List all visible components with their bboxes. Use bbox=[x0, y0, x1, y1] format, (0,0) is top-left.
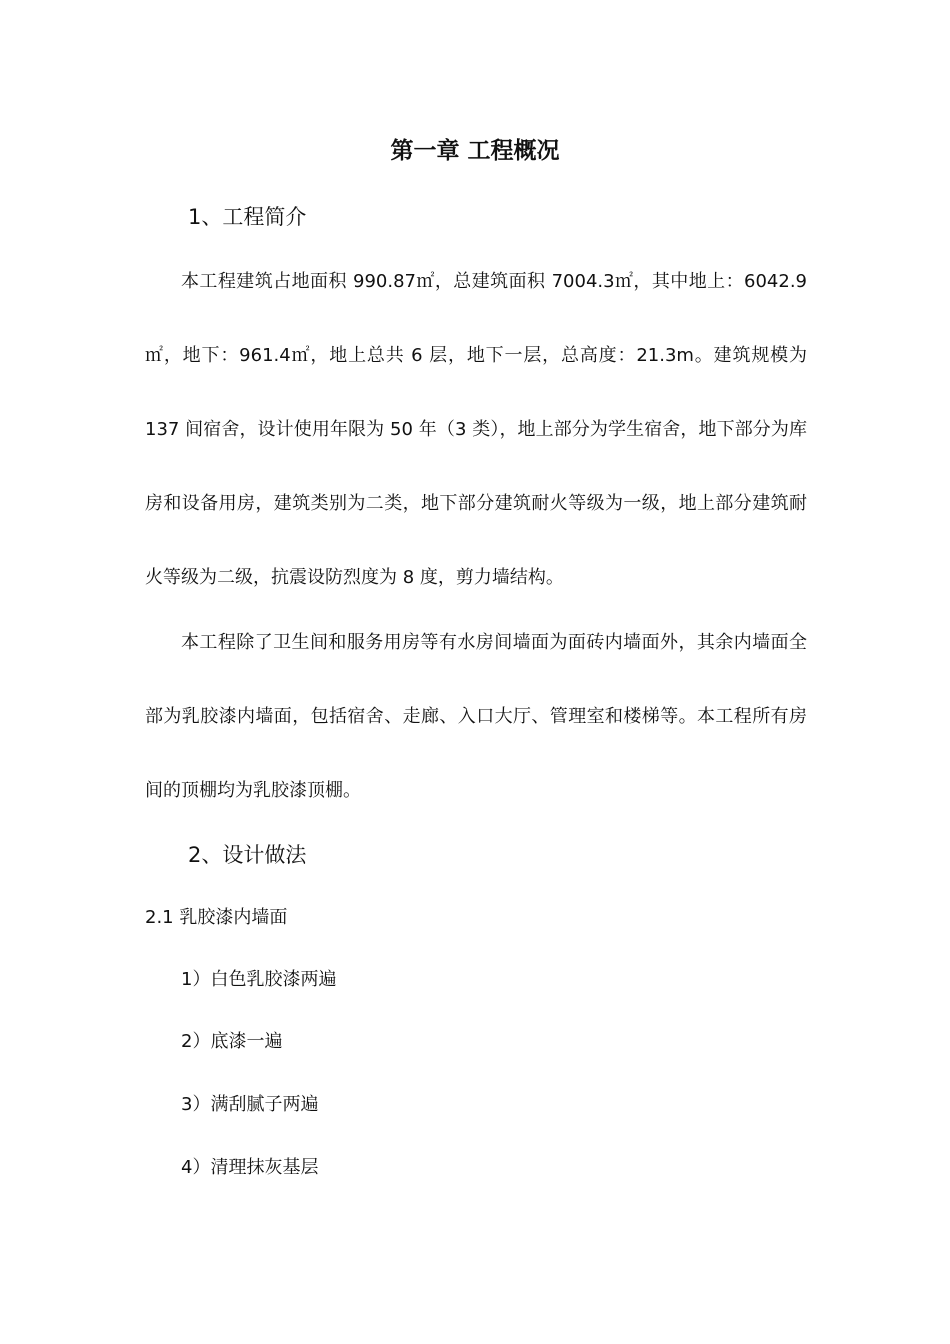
list-item: 2）底漆一遍 bbox=[181, 1031, 283, 1052]
list-item: 3）满刮腻子两遍 bbox=[181, 1094, 319, 1115]
section-heading-design-method: 2、设计做法 bbox=[188, 843, 307, 867]
subsection-title: 2.1 乳胶漆内墙面 bbox=[145, 907, 288, 928]
list-item: 4）清理抹灰基层 bbox=[181, 1157, 319, 1178]
section-heading-overview: 1、工程简介 bbox=[188, 205, 307, 229]
paragraph-wall-finishes: 本工程除了卫生间和服务用房等有水房间墙面为面砖内墙面外，其余内墙面全部为乳胶漆内墙面，包括宿舍、走廊、入口大厅、管理室和楼梯等。本工程所有房间的顶棚均为乳胶漆顶棚。 bbox=[145, 632, 807, 801]
paragraph-project-scale: 本工程建筑占地面积 990.87㎡，总建筑面积 7004.3㎡，其中地上：6042.9㎡，地下：961.4㎡，地上总共 6 层，地下一层，总高度：21.3m。建筑规模为 137 间宿舍，设计使用年限为 50 年（3 类），地上部分为学生宿舍，地下部分为库房和设备用房，建筑类别为二类，地下部分建筑耐火等级为一级，地上部分建筑耐火等级为二级，抗震设防烈度为 8 度，剪力墙结构。 bbox=[145, 271, 807, 588]
chapter-title: 第一章 工程概况 bbox=[390, 138, 560, 164]
list-item: 1）白色乳胶漆两遍 bbox=[181, 969, 337, 990]
